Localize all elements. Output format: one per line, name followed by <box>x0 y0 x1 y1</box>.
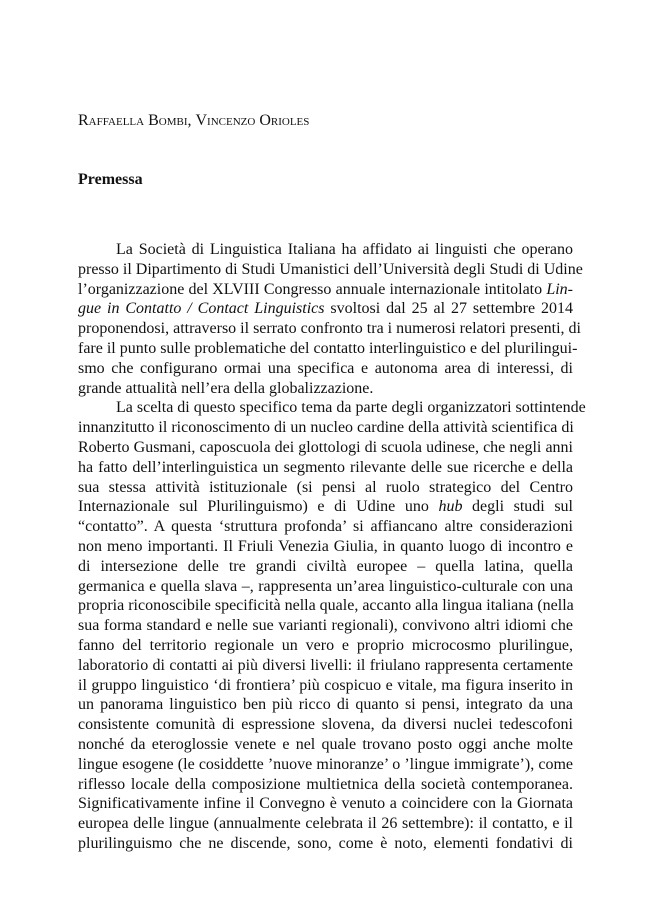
text-line <box>78 596 573 616</box>
text-segment: Internazionale sul Plurilinguismo) e di Udine uno <box>78 498 439 516</box>
text-segment: laboratorio di contatti ai più diversi livelli: il friulano rappresenta certamente <box>78 656 573 674</box>
text-line <box>78 695 573 715</box>
author-surname: Orioles <box>259 112 310 129</box>
text-segment: consistente comunità di espressione slovena, da diversi nuclei tedescofoni <box>78 716 573 734</box>
text-segment: proponendosi, attraverso il serrato confronto tra i numerosi relatori presenti, di <box>78 320 581 338</box>
text-line <box>78 478 573 498</box>
text-segment: sua forma standard e nelle sue varianti regionali), convivono altri idiomi che <box>78 617 573 635</box>
text-line <box>78 339 578 359</box>
text-segment: presso il Dipartimento di Studi Umanistici dell’Università degli Studi di Udine <box>78 260 583 278</box>
text-line <box>78 379 573 399</box>
text-line <box>78 755 573 775</box>
text-segment: fanno del territorio regionale un vero e proprio microcosmo plurilingue, <box>78 636 573 654</box>
text-line <box>78 794 573 814</box>
italic-text: Lin- <box>546 280 573 298</box>
text-line <box>78 418 573 438</box>
text-segment: grande attualità nell’era della globalizzazione. <box>78 379 374 397</box>
section-title: Premessa <box>78 171 143 188</box>
text-line <box>78 616 573 636</box>
text-line <box>78 775 573 795</box>
text-segment: riflesso locale della composizione multietnica della società contemporanea. <box>78 775 573 793</box>
author-given-name: Raffaella <box>78 112 145 129</box>
text-segment: Significativamente infine il Convegno è venuto a coincidere con la Giornata <box>78 795 573 813</box>
text-line <box>78 577 573 597</box>
text-segment: europea delle lingue (annualmente celebrata il 26 settembre): il contatto, e il <box>78 815 573 833</box>
text-line <box>78 557 573 577</box>
text-segment: non meno importanti. Il Friuli Venezia Giulia, in quanto luogo di incontro e <box>78 537 573 555</box>
text-line <box>78 458 573 478</box>
text-segment: innanzitutto il riconoscimento di un nucleo cardine della attività scientifica di <box>78 419 574 437</box>
text-segment: smo che configurano ormai una specifica e autonoma area di interessi, di <box>78 359 573 377</box>
text-segment: plurilinguismo che ne discende, sono, come è noto, elementi fondativi di <box>78 834 573 852</box>
text-segment: il gruppo linguistico ‘di frontiera’ più cospicuo e vitale, ma figura inserito in <box>78 676 573 694</box>
text-line <box>78 676 573 696</box>
text-line <box>78 438 573 458</box>
italic-text: gue in Contatto / Contact Linguistics <box>78 300 325 318</box>
text-line <box>78 814 573 834</box>
text-line <box>78 636 573 656</box>
text-segment: Roberto Gusmani, caposcuola dei glottologi di scuola udinese, che negli anni <box>78 438 573 456</box>
text-segment: fare il punto sulle problematiche del contatto interlinguistico e del plurilingui- <box>78 339 578 357</box>
text-line <box>78 537 573 557</box>
text-line <box>78 656 573 676</box>
text-segment: lingue esogene (le cosiddette ’nuove minoranze’ o ’lingue immigrate’), come <box>78 755 573 773</box>
author-given-name: Vincenzo <box>195 112 256 129</box>
text-line <box>78 398 586 418</box>
text-line <box>78 517 573 537</box>
text-segment: ha fatto dell’interlinguistica un segmento rilevante delle sue ricerche e della <box>78 458 573 476</box>
text-segment: di intersezione delle tre grandi civiltà europee – quella latina, quella <box>78 557 573 575</box>
text-line <box>78 497 573 517</box>
author-surname: Bombi <box>148 112 188 129</box>
text-line <box>78 359 573 379</box>
author-separator: , <box>187 112 196 129</box>
text-line <box>78 834 573 854</box>
text-line <box>78 280 573 300</box>
body-text <box>78 240 586 854</box>
text-segment: La scelta di questo specifico tema da parte degli organizzatori sottintende <box>116 399 586 417</box>
text-line <box>78 299 573 319</box>
text-segment: “contatto”. A questa ‘struttura profonda’ si affiancano altre considerazioni <box>78 518 573 536</box>
text-segment: degli studi sul <box>462 498 573 516</box>
text-line <box>78 715 573 735</box>
text-line <box>78 735 573 755</box>
text-line <box>78 319 581 339</box>
text-segment: La Società di Linguistica Italiana ha affidato ai linguisti che operano <box>116 241 573 258</box>
text-segment: l’organizzazione del XLVIII Congresso annuale internazionale intitolato <box>78 280 547 298</box>
text-segment: nonché da eteroglossie venete e nel quale trovano posto oggi anche molte <box>78 735 573 753</box>
text-segment: svoltosi dal 25 al 27 settembre 2014 <box>324 300 574 318</box>
text-line <box>78 240 573 260</box>
text-segment: propria riconoscibile specificità nella quale, accanto alla lingua italiana (nella <box>78 597 574 615</box>
author-line <box>78 111 309 131</box>
text-segment: un panorama linguistico ben più ricco di quanto si pensi, integrato da una <box>78 696 573 714</box>
italic-text: hub <box>438 498 463 516</box>
text-segment: sua stessa attività istituzionale (si pensi al ruolo strategico del Centro <box>78 478 573 496</box>
text-line <box>78 260 583 280</box>
text-segment: germanica e quella slava –, rappresenta un’area linguistico-culturale con una <box>78 577 573 595</box>
